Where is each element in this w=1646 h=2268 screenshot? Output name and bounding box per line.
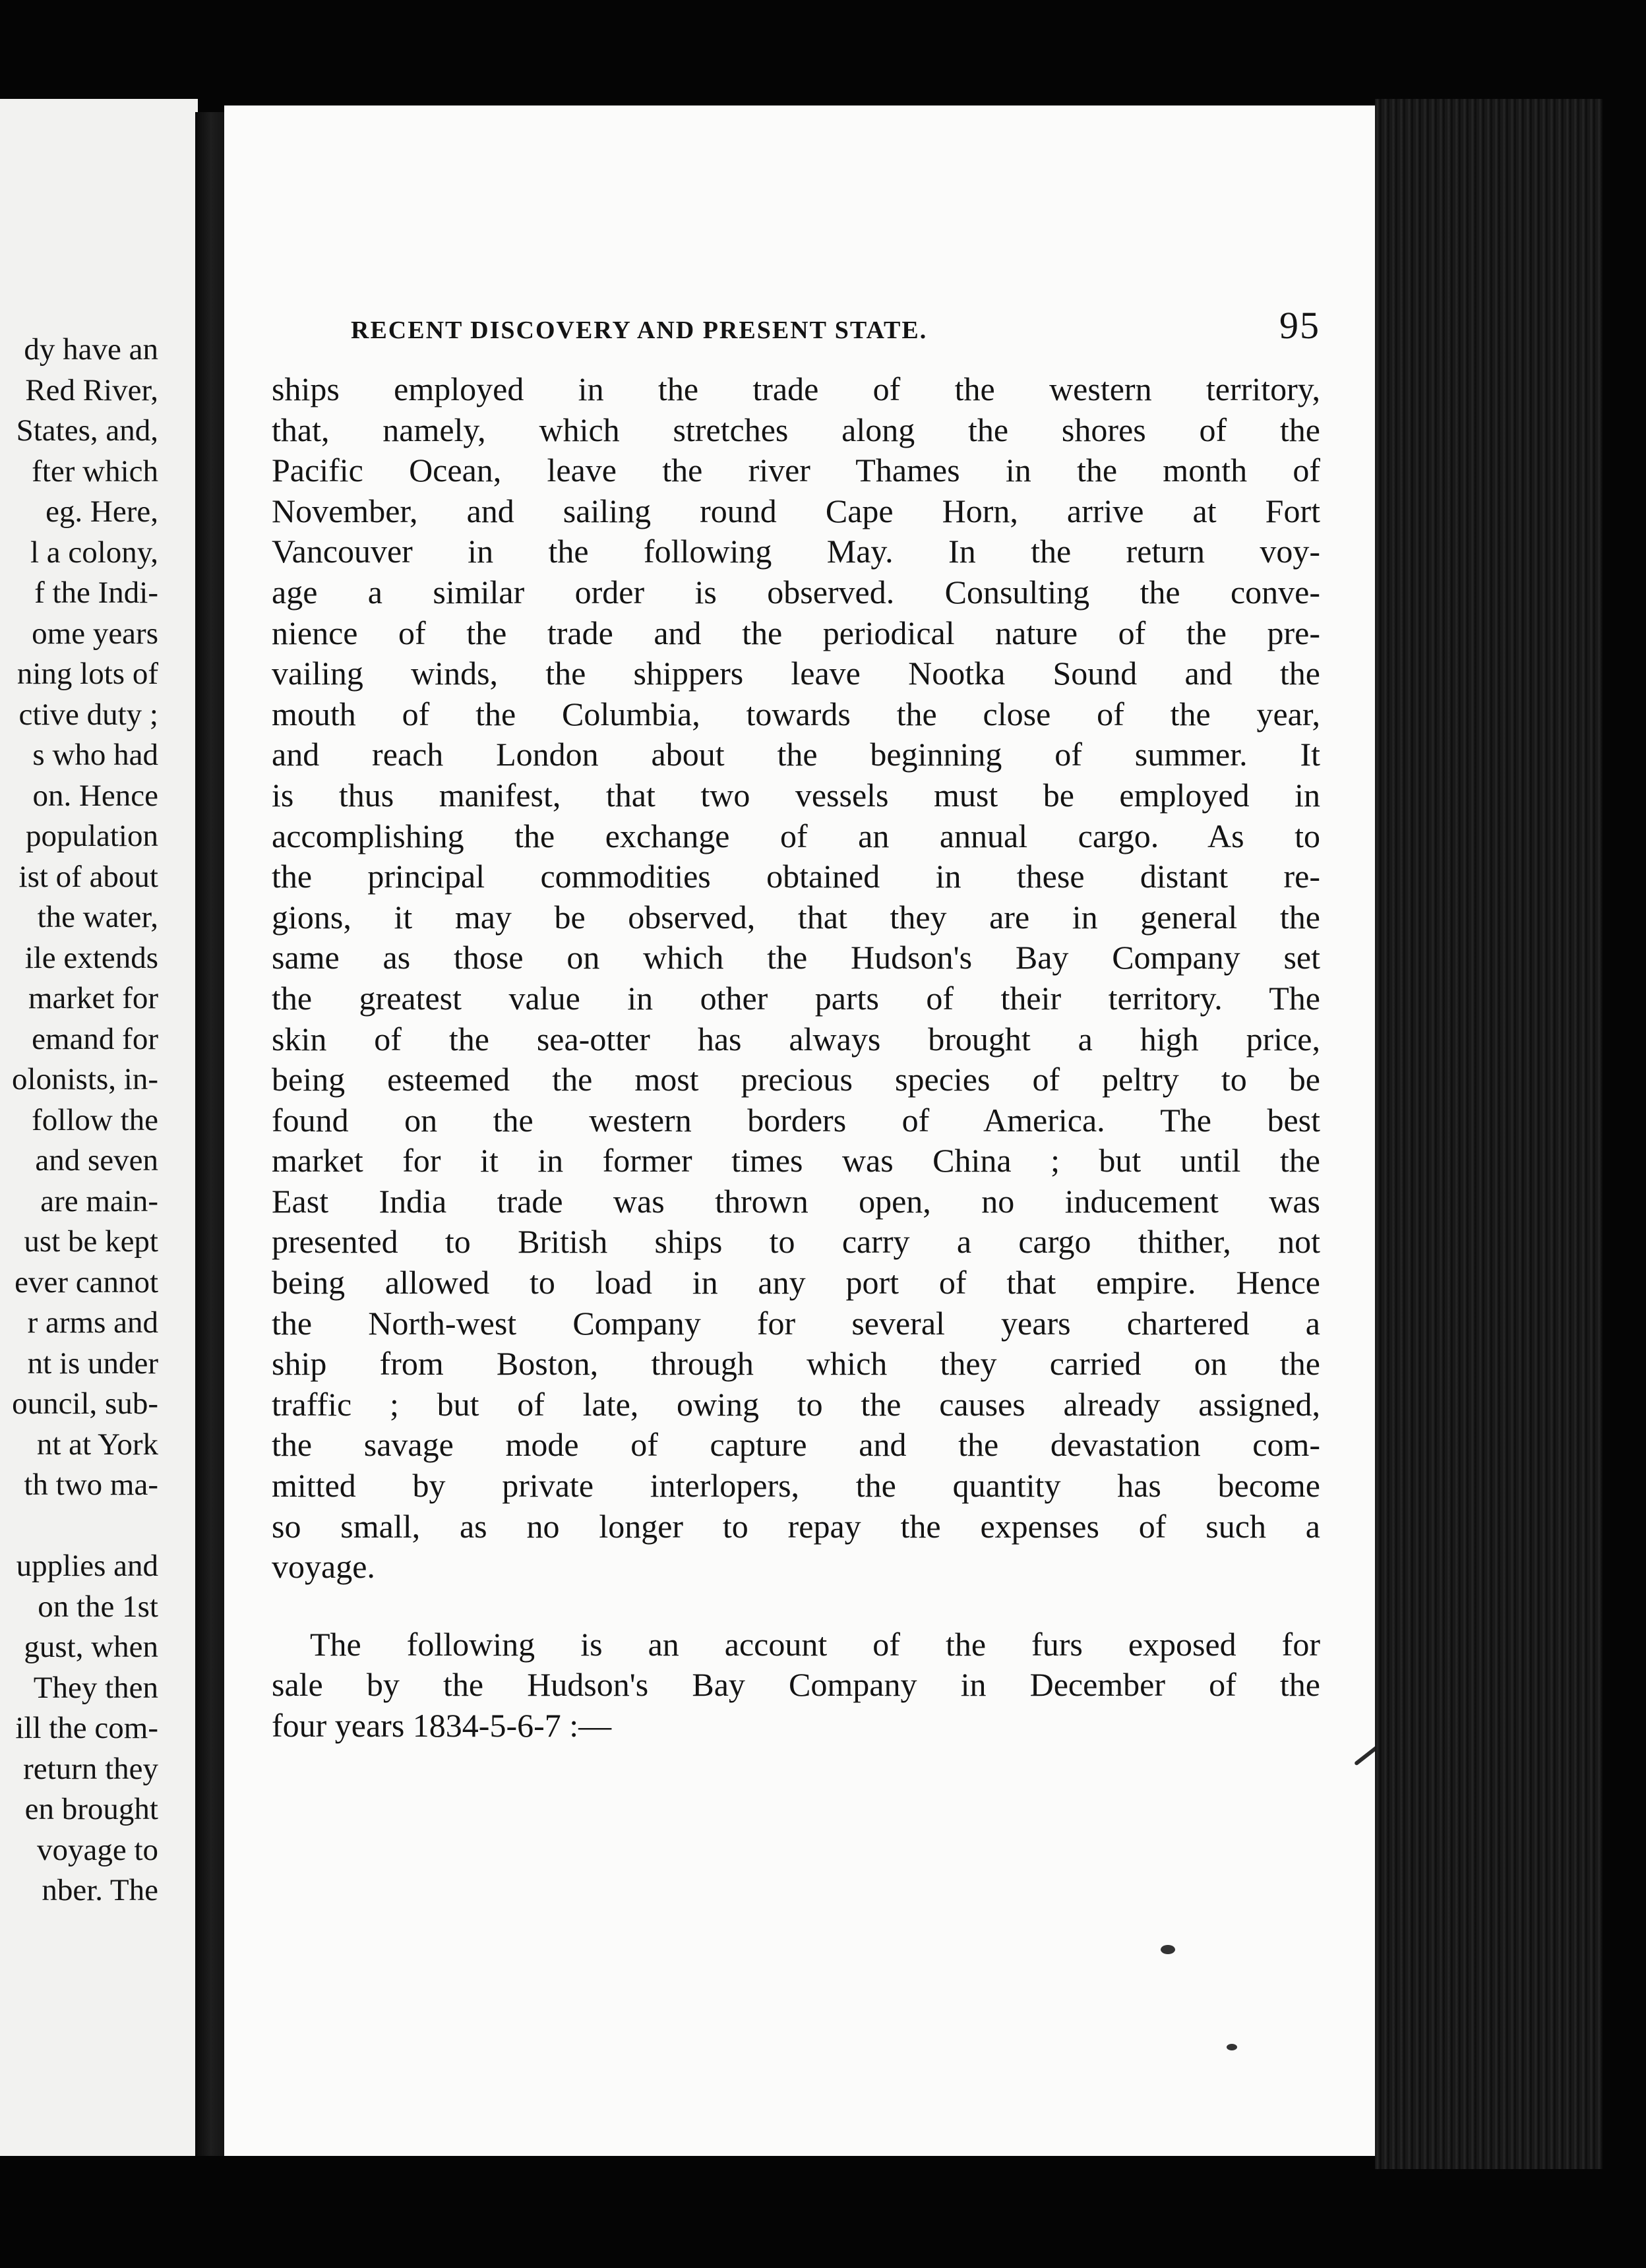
facing-page-line: en brought <box>24 1792 158 1826</box>
facing-page-line: ouncil, sub- <box>12 1387 158 1421</box>
text-line: mouth of the Columbia, towards the close of the year, <box>272 695 1320 732</box>
facing-page-line: r arms and <box>27 1305 158 1340</box>
facing-page-line: nber. The <box>42 1873 158 1907</box>
text-line: accomplishing the exchange of an annual cargo. As to <box>272 817 1320 854</box>
text-line: being esteemed the most precious species of peltry to be <box>272 1061 1320 1098</box>
text-line: four years 1834-5-6-7 :— <box>272 1707 612 1744</box>
text-line: the savage mode of capture and the devastation com- <box>272 1426 1320 1464</box>
facing-page-line: the water, <box>37 900 158 934</box>
text-line: and reach London about the beginning of summer. It <box>272 736 1320 773</box>
facing-page-line: voyage to <box>36 1832 158 1867</box>
text-line: the greatest value in other parts of their territory. The <box>272 979 1320 1017</box>
page-fore-edge <box>1375 99 1602 2169</box>
facing-page-line: States, and, <box>16 413 158 448</box>
facing-page-line: ist of about <box>18 859 158 894</box>
text-line: East India trade was thrown open, no inducement was <box>272 1182 1320 1220</box>
facing-page-line: population <box>25 819 158 853</box>
text-line: age a similar order is observed. Consulting the conve- <box>272 573 1320 611</box>
facing-page-line <box>0 1506 158 1547</box>
text-line: that, namely, which stretches along the shores of the <box>272 411 1320 448</box>
text-line: vailing winds, the shippers leave Nootka Sound and the <box>272 655 1320 692</box>
facing-page-line: on. Hence <box>32 778 158 813</box>
running-head-title: RECENT DISCOVERY AND PRESENT STATE. <box>351 316 928 344</box>
facing-page-line: on the 1st <box>38 1589 158 1624</box>
facing-page-line: follow the <box>32 1102 158 1137</box>
facing-page-line: s who had <box>32 738 158 772</box>
facing-page-line: fter which <box>32 454 158 489</box>
text-line: ships employed in the trade of the western territory, <box>272 371 1320 407</box>
facing-page-line: upplies and <box>16 1549 158 1583</box>
text-line: Pacific Ocean, leave the river Thames in the month of <box>272 452 1320 489</box>
text-line: found on the western borders of America. The best <box>272 1101 1320 1139</box>
text-line: nience of the trade and the periodical nature of the pre- <box>272 614 1320 651</box>
facing-page-line: eg. Here, <box>46 494 158 529</box>
facing-page-line: They then <box>33 1670 158 1705</box>
scan-smudge <box>1161 1945 1175 1954</box>
facing-page-line: olonists, in- <box>12 1062 158 1096</box>
facing-page-line: gust, when <box>24 1630 158 1664</box>
text-line: sale by the Hudson's Bay Company in December of the <box>272 1666 1320 1704</box>
page-number: 95 <box>1279 304 1320 347</box>
text-line: voyage. <box>272 1548 375 1586</box>
facing-page-line: ctive duty ; <box>18 697 158 732</box>
text-line: being allowed to load in any port of that empire. Hence <box>272 1264 1320 1301</box>
facing-page-line: emand for <box>32 1021 158 1056</box>
text-line: the North-west Company for several years chartered a <box>272 1304 1320 1342</box>
facing-page-line: return they <box>23 1751 158 1786</box>
text-line: so small, as no longer to repay the expenses of such a <box>272 1507 1320 1545</box>
text-line: presented to British ships to carry a cargo thither, not <box>272 1223 1320 1261</box>
facing-page-line: ome years <box>32 616 158 651</box>
text-line: traffic ; but of late, owing to the causes already assigned, <box>272 1385 1320 1423</box>
book-page <box>224 105 1385 2156</box>
facing-page-line: ning lots of <box>16 657 158 691</box>
facing-page-line: dy have an <box>24 332 158 367</box>
facing-page-text <box>0 330 158 1911</box>
text-line: ship from Boston, through which they carried on the <box>272 1345 1320 1383</box>
text-line: November, and sailing round Cape Horn, arrive at Fort <box>272 492 1320 529</box>
facing-page-line: ever cannot <box>15 1265 158 1299</box>
facing-page-line: nt at York <box>36 1427 158 1462</box>
facing-page-line: market for <box>28 981 158 1015</box>
text-line: skin of the sea-otter has always brought a high price, <box>272 1020 1320 1058</box>
text-line: market for it in former times was China ; but until the <box>272 1142 1320 1179</box>
running-head <box>272 303 1320 369</box>
facing-page-line: nt is under <box>27 1346 158 1381</box>
text-line: the principal commodities obtained in these distant re- <box>272 858 1320 895</box>
facing-page-line: ile extends <box>24 940 158 975</box>
text-line: mitted by private interlopers, the quantity has become <box>272 1467 1320 1505</box>
paragraph-2 <box>272 1625 1320 1746</box>
facing-page-line: are main- <box>40 1183 158 1218</box>
page-text-block <box>272 303 1320 1746</box>
text-line: Vancouver in the following May. In the return voy- <box>272 533 1320 570</box>
text-line: gions, it may be observed, that they are in general the <box>272 898 1320 936</box>
facing-page-line: ust be kept <box>24 1224 158 1259</box>
facing-page-line: f the Indi- <box>34 576 158 610</box>
facing-page-line: Red River, <box>25 373 158 407</box>
text-line: The following is an account of the furs exposed for <box>310 1625 1320 1663</box>
facing-page-line: th two ma- <box>24 1468 158 1502</box>
paragraph-1 <box>272 369 1320 1588</box>
scan-smudge <box>1227 2044 1237 2050</box>
facing-page-line: ill the com- <box>15 1711 158 1745</box>
facing-page-line: and seven <box>35 1143 158 1178</box>
facing-page-left <box>0 99 198 2156</box>
text-line: same as those on which the Hudson's Bay Company set <box>272 939 1320 976</box>
facing-page-line: l a colony, <box>30 535 158 570</box>
text-line: is thus manifest, that two vessels must be employed in <box>272 776 1320 814</box>
